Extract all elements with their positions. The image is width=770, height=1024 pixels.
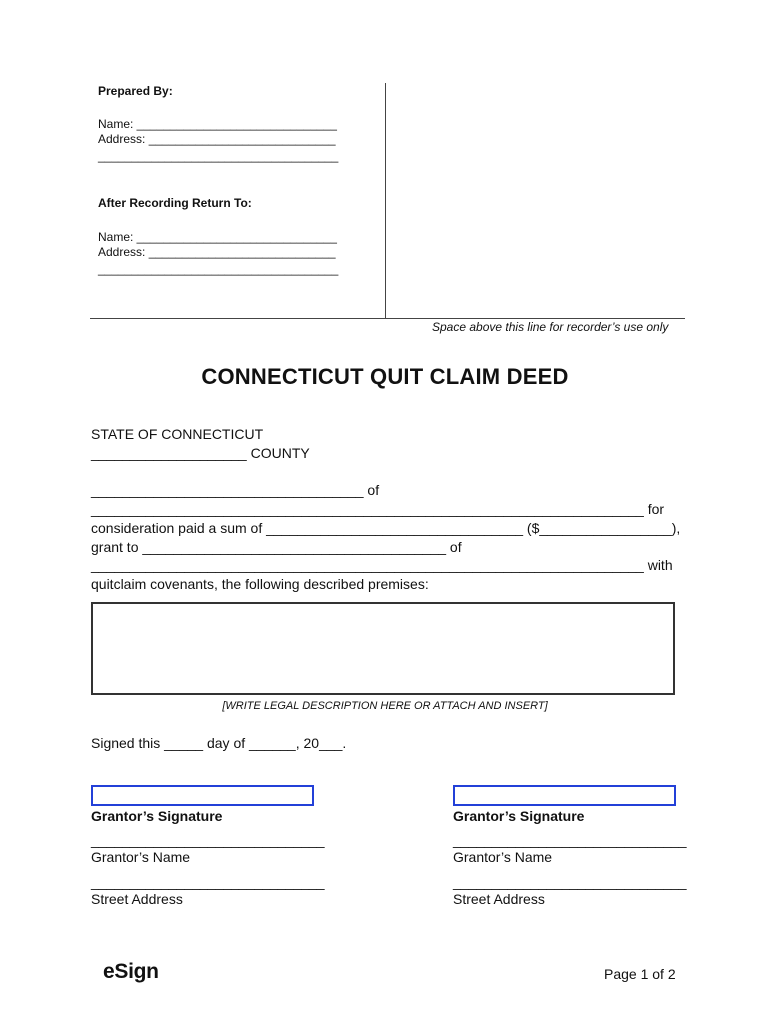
- grantee-address-line[interactable]: _______________________________________________________________________ with: [91, 557, 673, 573]
- page-number: Page 1 of 2: [604, 966, 676, 982]
- covenants-line: quitclaim covenants, the following described premises:: [91, 576, 429, 592]
- state-line: STATE OF CONNECTICUT: [91, 426, 264, 442]
- return-to-heading: After Recording Return To:: [98, 196, 252, 210]
- grantor-signature-field-right[interactable]: [453, 785, 676, 806]
- prepared-by-address-line[interactable]: Address: ____________________________: [98, 132, 336, 146]
- prepared-by-heading: Prepared By:: [98, 84, 173, 98]
- county-line[interactable]: ____________________ COUNTY: [91, 445, 310, 461]
- grantor-name-label-left: Grantor’s Name: [91, 849, 191, 865]
- legal-description-box[interactable]: [91, 602, 675, 695]
- grantor-signature-label-left: Grantor’s Signature: [91, 808, 223, 824]
- street-address-label-left: Street Address: [91, 891, 183, 907]
- signed-date-line[interactable]: Signed this _____ day of ______, 20___.: [91, 735, 347, 751]
- consideration-line[interactable]: consideration paid a sum of _________________________________ ($_________________),: [91, 520, 681, 536]
- grantor-name-rule-left[interactable]: ______________________________: [91, 832, 325, 848]
- recorder-divider-vertical: [385, 83, 386, 319]
- grantor-signature-label-right: Grantor’s Signature: [453, 808, 585, 824]
- grantor-signature-field-left[interactable]: [91, 785, 314, 806]
- return-to-extra-line[interactable]: ____________________________________: [98, 262, 339, 276]
- recorder-note: Space above this line for recorder’s use only: [432, 320, 669, 334]
- return-to-name-line[interactable]: Name: ______________________________: [98, 230, 337, 244]
- grantor-name-rule-right[interactable]: ______________________________: [453, 832, 687, 848]
- street-address-label-right: Street Address: [453, 891, 545, 907]
- grantor-of-line[interactable]: ___________________________________ of: [91, 482, 380, 498]
- esign-logo: eSign: [103, 960, 159, 983]
- street-address-rule-left[interactable]: ______________________________: [91, 874, 325, 890]
- street-address-rule-right[interactable]: ______________________________: [453, 874, 687, 890]
- recorder-divider-horizontal: [90, 318, 685, 319]
- prepared-by-name-line[interactable]: Name: ______________________________: [98, 117, 337, 131]
- grantor-name-label-right: Grantor’s Name: [453, 849, 553, 865]
- legal-description-caption: [WRITE LEGAL DESCRIPTION HERE OR ATTACH AND INSERT]: [222, 700, 548, 712]
- grantee-line[interactable]: grant to _______________________________________ of: [91, 539, 462, 555]
- prepared-by-extra-line[interactable]: ____________________________________: [98, 149, 339, 163]
- document-title: CONNECTICUT QUIT CLAIM DEED: [201, 364, 569, 389]
- return-to-address-line[interactable]: Address: ____________________________: [98, 245, 336, 259]
- grantor-address-line[interactable]: _______________________________________________________________________ for: [91, 501, 665, 517]
